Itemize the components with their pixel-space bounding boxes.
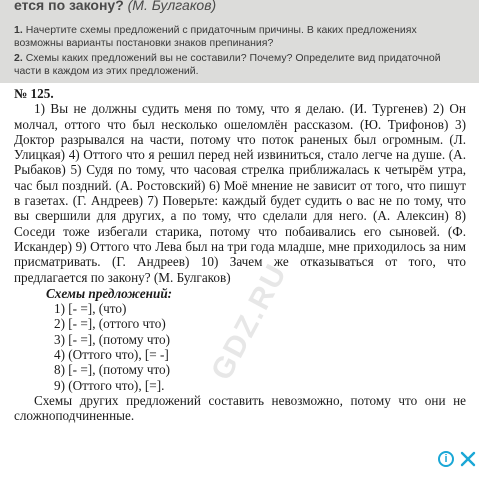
scheme-item: 9) (Оттого что), [=]. [54, 377, 165, 393]
task-2-number: 2. [14, 52, 23, 64]
textbook-header [14, 0, 474, 13]
task-2 [14, 52, 466, 78]
header-text: ется по закону? [14, 0, 124, 13]
schemes-title: Схемы предложений: [46, 285, 173, 301]
site-watermark: GDZ.RU [205, 257, 294, 386]
task-1-text: Начертите схемы предложений с придаточным причины. В каких предложениях возможны варианты постановки знаков препинания? [14, 24, 417, 49]
ad-info-icon[interactable]: i [438, 451, 454, 467]
task-2-text: Схемы каких предложений вы не составили? Почему? Определите вид придаточной части в каждом из этих предложений. [14, 52, 441, 77]
textbook-excerpt [0, 0, 479, 83]
scheme-item: 2) [- =], (оттого что) [54, 316, 166, 332]
exercise-number: № 125. [14, 86, 54, 101]
header-author: (М. Булгаков) [127, 0, 217, 13]
conclusion-text: Схемы других предложений составить невозможно, потому что они не сложноподчиненные. [14, 392, 466, 424]
scheme-item: 8) [- =], (потому что) [54, 362, 171, 378]
scheme-item: 3) [- =], (потому что) [54, 331, 171, 347]
schemes-list [14, 286, 466, 393]
scheme-item: 1) [- =], (что) [54, 301, 127, 317]
ad-close-icon[interactable] [460, 450, 476, 468]
solution-text: 1) Вы не должны судить меня по тому, что я делаю. (И. Тургенев) 2) Он молчал, оттого что был несколько ошеломлён рассказом. (Ю. Трифонов) 3) Доктор разрывался на части, потому что поток раненых был огромным. (Л. Улицкая) 4) Оттого что я решил перед ней извиниться, стало легче на душе. (А. Рыбаков) 5) Судя по тому, что часовая стрелка приближалась к четырём утра, час был поздний. (А. Ростовский) 6) Моё мнение не зависит от того, что пишут в газетах. (Г. Андреев) 7) Поверьте: каждый будет судить о вас не по тому, что вы свершили для других, а по тому, что сделали для него. (А. Алексин) 8) Соседи тоже избегали старика, потому что побаивались его сыновей. (Ф. Искандер) 9) Оттого что Лева был на три года младше, мне приходилось за ним присматривать. (Г. Андреев) 10) Зачем же отказываться от того, что предлагается по закону? (М. Булгаков) [14, 101, 466, 285]
solution-block [14, 86, 466, 424]
scheme-item: 4) (Оттого что), [= -] [54, 347, 169, 363]
task-1 [14, 24, 466, 50]
task-1-number: 1. [14, 24, 23, 36]
